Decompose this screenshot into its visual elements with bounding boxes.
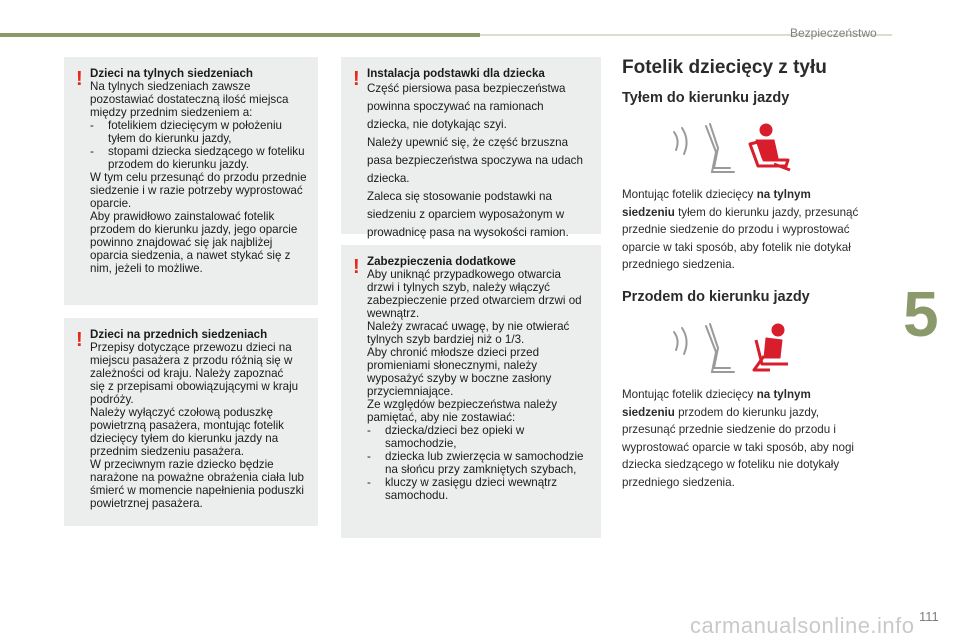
paragraph-forward-facing: Montując fotelik dziecięcy na tylnym siedzeniu przodem do kierunku jazdy, przesunąć przednie siedzenie do przodu i wyprostować oparcie w taki sposób, aby nogi dziecka siedzącego w foteliku nie dotykały przedniego siedzenia. xyxy=(622,388,854,489)
box-line: Część piersiowa pasa bezpieczeństwa xyxy=(367,82,566,95)
box-line: powietrznej pasażera. xyxy=(90,497,203,510)
box-line: przodem do kierunku jazdy, jego oparcie xyxy=(90,223,298,236)
box-line: Aby prawidłowo zainstalować fotelik xyxy=(90,210,275,223)
rear-facing-child-seat-icon xyxy=(670,118,820,183)
chapter-number: 5 xyxy=(903,278,939,350)
list-item: - fotelikiem dziecięcym w położeniu tyłem do kierunku jazdy, xyxy=(90,119,310,145)
box-line: drzwi i tylnych szyb, należy włączyć xyxy=(367,281,550,294)
box-line: Należy wyłączyć czołową poduszkę xyxy=(90,406,273,419)
box-line: dziecka, nie dotykając szyi. xyxy=(367,118,507,131)
box-line: przednim siedzeniu pasażera. xyxy=(90,445,245,458)
warning-icon: ! xyxy=(76,329,83,351)
box-line: Należy upewnić się, że część brzuszna xyxy=(367,136,569,149)
forward-facing-child-seat-icon xyxy=(670,318,820,383)
list-item: - dziecka/dzieci bez opieki w samochodzie, xyxy=(367,424,593,450)
box-line: Należy zwracać uwagę, by nie otwierać xyxy=(367,320,570,333)
warning-box-booster xyxy=(341,57,601,239)
box-line: oparcia siedzenia, a nawet stykać się z xyxy=(90,249,291,262)
box-line: oparcie. xyxy=(90,197,132,210)
box-line: dziecka. xyxy=(367,172,410,185)
section-title: Bezpieczeństwo xyxy=(790,26,877,40)
page-title: Fotelik dziecięcy z tyłu xyxy=(622,57,827,78)
header-accent-bar xyxy=(0,33,480,37)
box-line: Aby chronić młodsze dzieci przed xyxy=(367,346,540,359)
warning-icon: ! xyxy=(353,68,360,90)
box-title: Instalacja podstawki dla dziecka xyxy=(367,67,545,80)
box-line: miejscu pasażera z przodu różnią się w xyxy=(90,354,293,367)
box-line: narażone na poważne obrażenia ciała lub xyxy=(90,471,304,484)
box-line: Na tylnych siedzeniach zawsze xyxy=(90,80,251,93)
box-line: powinna spoczywać na ramionach xyxy=(367,100,544,113)
box-line: pamiętać, aby nie zostawiać: xyxy=(367,411,516,424)
warning-box-rear-seats xyxy=(64,57,318,305)
box-title: Zabezpieczenia dodatkowe xyxy=(367,255,516,268)
box-line: dziecięcy tyłem do kierunku jazdy na xyxy=(90,432,279,445)
box-line: zależności od kraju. Należy zapoznać xyxy=(90,367,284,380)
box-line: śmierć w momencie napełnienia poduszki xyxy=(90,484,304,497)
box-line: prowadnicę pasa na wysokości ramion. xyxy=(367,226,569,239)
list-item: - stopami dziecka siedzącego w foteliku przodem do kierunku jazdy. xyxy=(90,145,310,171)
paragraph-rear-facing: Montując fotelik dziecięcy na tylnym siedzeniu tyłem do kierunku jazdy, przesunąć przednie siedzenie do przodu i wyprostować oparcie w taki sposób, aby fotelik nie dotykał przedniego siedzenia. xyxy=(622,188,859,271)
box-list xyxy=(367,424,593,502)
page-number: 111 xyxy=(919,609,939,624)
box-line: pasa bezpieczeństwa spoczywa na udach xyxy=(367,154,583,167)
warning-icon: ! xyxy=(76,68,83,90)
list-item: - kluczy w zasięgu dzieci wewnątrz samochodu. xyxy=(367,476,593,502)
box-line: siedzeniu z oparciem wyposażonym w xyxy=(367,208,565,221)
box-line: promieniami słonecznymi, należy xyxy=(367,359,538,372)
box-line: wewnątrz. xyxy=(367,307,420,320)
box-title: Dzieci na przednich siedzeniach xyxy=(90,328,268,341)
box-line: się z przepisami obowiązującymi w kraju xyxy=(90,380,299,393)
list-item: - dziecka lub zwierzęcia w samochodzie na słońcu przy zamkniętych szybach, xyxy=(367,450,593,476)
box-line: zabezpieczenie przed otwarciem drzwi od xyxy=(367,294,582,307)
box-line: W tym celu przesunąć do przodu przednie xyxy=(90,171,307,184)
box-line: siedzenie i w razie potrzeby wyprostować xyxy=(90,184,303,197)
subheading-forward-facing: Przodem do kierunku jazdy xyxy=(622,289,810,305)
box-line: Ze względów bezpieczeństwa należy xyxy=(367,398,558,411)
box-line: powietrzną pasażera, montując fotelik xyxy=(90,419,284,432)
box-line: Zaleca się stosowanie podstawki na xyxy=(367,190,552,203)
box-line: przyciemniające. xyxy=(367,385,454,398)
warning-box-front-seats xyxy=(64,318,318,526)
box-line: powinno znajdować się jak najbliżej xyxy=(90,236,273,249)
box-line: podróży. xyxy=(90,393,134,406)
watermark: carmanualsonline.info xyxy=(690,613,915,638)
box-line: nim, jeżeli to możliwe. xyxy=(90,262,203,275)
box-line: W przeciwnym razie dziecko będzie xyxy=(90,458,274,471)
box-line: pozostawiać dostateczną ilość miejsca xyxy=(90,93,289,106)
subheading-rear-facing: Tyłem do kierunku jazdy xyxy=(622,90,790,106)
box-title: Dzieci na tylnych siedzeniach xyxy=(90,67,254,80)
box-line: wyposażyć szyby w boczne zasłony xyxy=(367,372,552,385)
box-line: między przednim siedzeniem a: xyxy=(90,106,253,119)
warning-box-extra-safety xyxy=(341,245,601,538)
box-line: tylnych szyb bardziej niż o 1/3. xyxy=(367,333,525,346)
box-line: Przepisy dotyczące przewozu dzieci na xyxy=(90,341,292,354)
box-list xyxy=(90,119,310,171)
warning-icon: ! xyxy=(353,256,360,278)
box-line: Aby uniknąć przypadkowego otwarcia xyxy=(367,268,561,281)
